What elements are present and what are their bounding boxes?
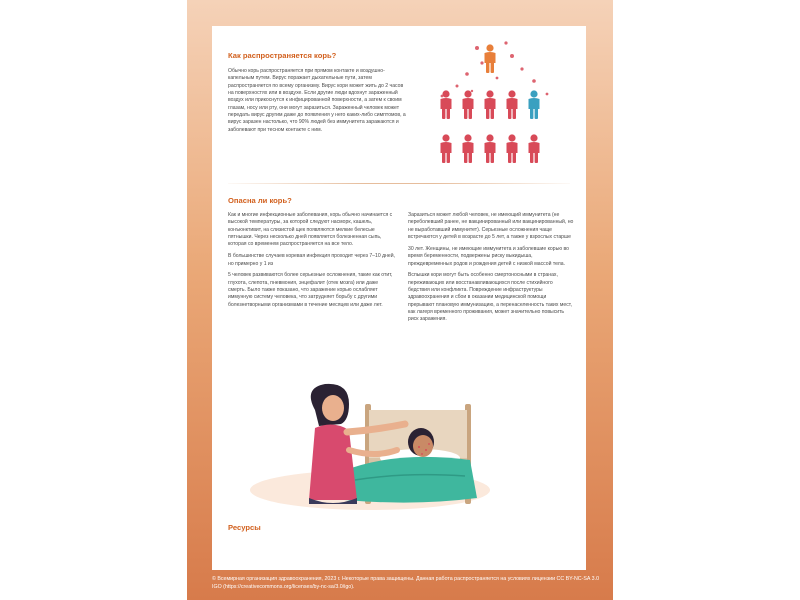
paragraph: Вспышки кори могут быть особенно смертоносными в странах, переживающих или восстанавливающихся после стихийного бедствия или конфликта. Повреждение инфраструктуры здравоохранения и сбои в оказании медицинской помощи прерывают плановую иммунизацию, а перенаселенность таких мест, как лагеря временного проживания, может значительно повысить риск заражения. xyxy=(408,272,572,323)
paragraph: Обычно корь распространяется при прямом контакте и воздушно-капельным путем. Вирус поражает дыхательные пути, затем распространяется по всему организму. Вирус кори может жить до 2 часов на поверхностях или в воздухе. Если другие люди вдохнут зараженный воздух или прикоснутся к инфицированной поверхности, а затем к своим глазам, носу или рту, они могут заразиться. Зараженный человек может передать вирус другим даже до появления у него каких-либо симптомов, а вирус заразен настолько, что 90% людей без иммунитета заражаются и заболевают при тесном контакте с ним. xyxy=(228,68,406,133)
person-row-3 xyxy=(441,134,540,163)
section-title-resources: Ресурсы xyxy=(228,523,261,532)
transmission-illustration xyxy=(422,36,572,176)
section-title-how-spread: Как распространяется корь? xyxy=(228,51,337,60)
section-text-how-spread xyxy=(228,68,410,139)
paragraph: Заразиться может любой человек, не имеющий иммунитета (не переболевший ранее, не вакцинированный или вакцинированный, но не выработавший иммунитет). Серьезные осложнения чаще встречаются у детей в возрасте до 5 лет, а также у взрослых старше xyxy=(408,212,574,241)
section-divider xyxy=(228,183,570,184)
virus-particles xyxy=(441,41,549,97)
paragraph: 5 человек развиваются более серьезные осложнения, такие как отит, глухота, слепота, пневмония, энцефалит (отек мозга) или даже смерть. Было также показано, что заражение корью ослабляет иммунную систему человека, что затрудняет борьбу с другими болезнетворными организмами в течение месяцев или даже лет. xyxy=(228,272,393,308)
section-text-right-column xyxy=(408,212,574,328)
person-row-2 xyxy=(441,90,540,119)
section-title-is-dangerous: Опасна ли корь? xyxy=(228,196,292,205)
section-text-left-column xyxy=(228,212,396,314)
paragraph: 30 лет. Женщины, не имеющие иммунитета и заболевшие корью во время беременности, подвержены риску выкидыша, преждевременных родов и рождения детей с низкой массой тела. xyxy=(408,245,569,267)
mother-child-illustration xyxy=(245,380,495,510)
paragraph: Как и многие инфекционные заболевания, корь обычно начинается с высокой температуры, за которой следуют насморк, кашель, конъюнктивит, на слизистой щек появляются мелкие белесые пятнышки. Через несколько дней появляется болезненная сыпь, которая со временем распространяется на все тело. xyxy=(228,212,393,248)
paragraph: В большинстве случаев коревая инфекция проходит через 7–10 дней, но примерно у 1 из xyxy=(228,253,395,267)
infected-source-person-icon xyxy=(485,44,496,73)
copyright-footer: © Всемирная организация здравоохранения, 2023 г. Некоторые права защищены. Данная работа распространяется на условиях лицензии CC BY-NC-SA 3.0 IGO (https://creativecommons.org/licenses/by-nc-sa/3.0/igo). xyxy=(212,576,600,590)
